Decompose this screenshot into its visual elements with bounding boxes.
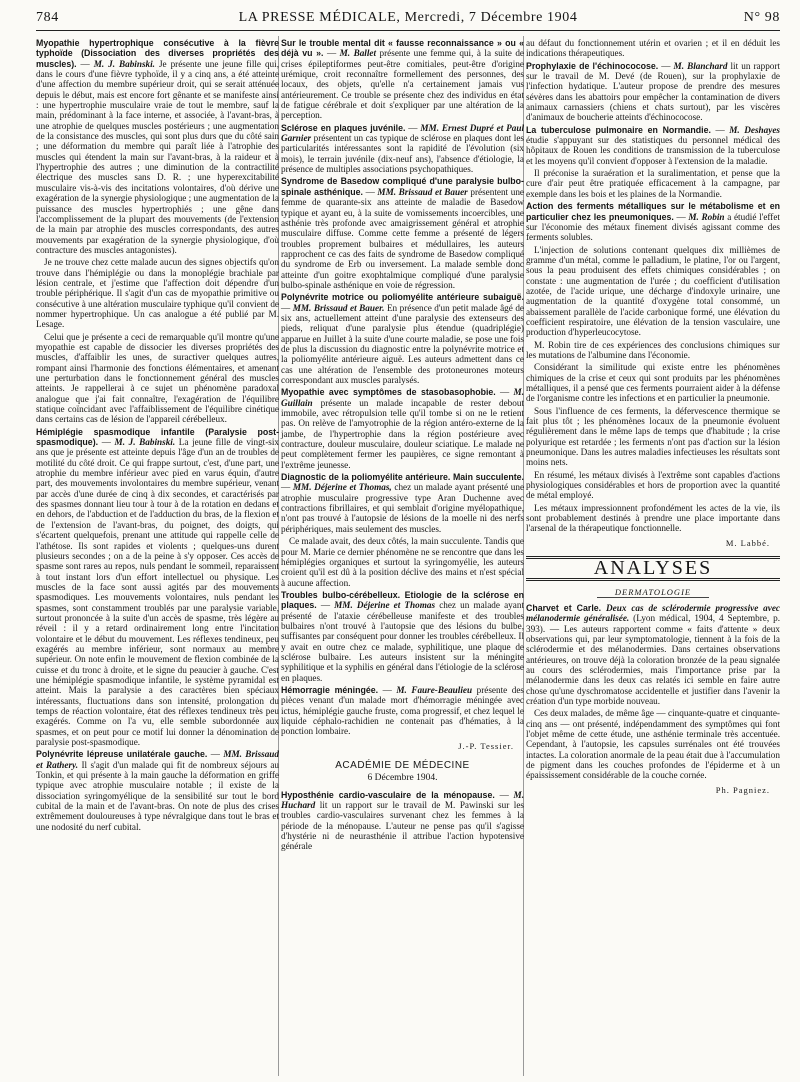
paragraph-text: lit un rapport sur le travail de M. Devé (de Rouen), sur la prophylaxie de l'infection hydatique. L'auteur propose de prendre des mesures sévères dans les abattoirs pour empêcher la contamination de divers animaux carnassiers (chiens et chats surtout), par les viscères d'animaux de boucherie atteints d'échinococose. bbox=[526, 60, 781, 123]
author: M. Huchard bbox=[281, 789, 525, 811]
paragraph-text: Les auteurs rapportent comme « faits d'attente » deux observations qui, par leur symptomatologie, tiennent à la fois de la sclérodermie et des mélanodermies. Dans certaines observations antérieures, on trouve déjà la coloration bronzée de la peau signalée au cours des sclérodermies, mais l'importance prise par la mélanodermie dans les deux cas relatés ici semble en faire autre chose qu'une dyschromatose accidentelle et justifier dans l'avenir la création d'un type morbide nouveau. bbox=[526, 623, 780, 706]
paragraph-text: présente une femme qui, à la suite de crises épileptiformes peut-être comitiales, peut-être d'origine urémique, croit reconnaître formellement des personnes, des locaux, des objets, qu'elle n'a certainement jamais vus antérieurement. Ce trouble se présente chez des individus en état de fatigue cérébrale et doit s'expliquer par une altération de la perception. bbox=[281, 48, 525, 121]
column-3 bbox=[526, 36, 780, 801]
paragraph-text: lit un rapport sur le travail de M. Pawinski sur les troubles cardio-vasculaires survenant chez les femmes à la période de la ménopause. L'auteur ne pense pas qu'il s'agisse d'hystérie ni de neurasthénie il attribue l'action hypotensive générale bbox=[281, 800, 524, 852]
paragraph: Considérant la similitude qui existe entre les phénomènes chimiques de la crise et ceux qui sont produits par les phénomènes métalliques, il a pensé que ces ferments pourraient aider à la défense de l'organisme contre les infections et en particulier la pneumonie. bbox=[526, 362, 780, 404]
page-header bbox=[36, 6, 780, 31]
paragraph: Action des ferments métalliques sur le métabolisme et en particulier chez les pneumoniques. — M. Robin a étudié l'effet sur l'économie des métaux finement divisés agissant comme des ferments solubles. bbox=[526, 201, 780, 243]
section-heading: Hyposthénie cardio-vasculaire de la ménopause. bbox=[281, 789, 495, 800]
paragraph-text: chez un malade ayant présenté une atrophie musculaire progressive type Aran Duchenne avec contractions fibrillaires, et qui semblait d'origine myélopathique, n'ont pas trouvé à l'autopsie de lésions de la moelle ni des nerfs périphériques, mais seulement des muscles. bbox=[281, 482, 525, 534]
author: M. Guillain bbox=[281, 387, 524, 408]
academy-date: 6 Décembre 1904. bbox=[367, 773, 438, 784]
paragraph-text: étudie s'appuyant sur des statistiques du personnel médical des hôpitaux de Rouen les conditions de transmission de la tuberculose et les moyens qu'il convient d'opposer à l'extension de la maladie. bbox=[526, 135, 780, 166]
paragraph: Celui que je présente a ceci de remarquable qu'il montre qu'une myopathie est capable de dissocier les diverses propriétés des muscles, d'affaiblir les unes, de suractiver quelques autres, rompant ainsi l'harmonie des fonctions élémentaires, et amenant une perturbation dans le fonctionnement général des muscles atteints. Je rappellerai à ce sujet un phénomène paradoxal analogue que j'ai fait connaître, l'exagération de l'équilibre statique coïncidant avec l'affaiblissement de l'équilibre cinétique dans certains cas de lésion de l'appareil cérébelleux. bbox=[36, 331, 279, 425]
paragraph: L'injection de solutions contenant quelques dix millièmes de gramme d'un métal, comme le palladium, le platine, l'or ou l'argent, sous la peau produisent des effets chimiques considérables ; on constate : une augmentation de l'urée ; du coefficient d'utilisation azotée, de l'acide urique, une décharge d'indoxyle urinaire, une augmentation de la quantité d'oxygène total consommé, un abaissement parallèle de l'acide carbonique formé, une élévation du coefficient respiratoire, une élévation de la tension vasculaire, une production d'hyperleucocytose. bbox=[526, 244, 780, 338]
paragraph: Sclérose en plaques juvénile. — MM. Ernest Dupré et Paul Garnier présentent un cas typique de sclérose en plaques dont les particularités intéressantes sont la rapidité de l'évolution (six mois), le terrain juvénile (dix-neuf ans), l'absence d'étiologie, la présence de multiples associations psychopathiques. bbox=[281, 122, 524, 175]
citation: (Lyon médical, 1904, 4 Septembre, p. 393). bbox=[526, 613, 780, 634]
paragraph: Il préconise la suraération et la suralimentation, et pense que la cure d'air peut être pratiquée efficacement à la campagne, par exemple dans les bois et les plaines de la Normandie. bbox=[526, 168, 780, 199]
section-heading: La tuberculose pulmonaire en Normandie. bbox=[526, 124, 711, 135]
author: M. J. Babinski. bbox=[114, 437, 176, 448]
author: MM. Déjerine et Thomas bbox=[334, 600, 436, 611]
page-number: 784 bbox=[36, 10, 59, 25]
analyses-heading: ANALYSES bbox=[526, 556, 780, 580]
author: M. Ballet bbox=[339, 48, 377, 59]
paragraph: Les métaux impressionnent profondément les actes de la vie, ils sont probablement destinés à prendre une place importante dans l'arsenal de la thérapeutique fonctionnelle. bbox=[526, 502, 780, 534]
author: MM. Brissaud et Bauer. bbox=[292, 302, 385, 313]
paragraph-text: Je présente une jeune fille qui, dans le cours d'une fièvre typhoïde, il y a cinq ans, a été atteinte d'une affection du membre supérieur droit, qui se serait atténuée depuis le début, mais est encore fort gênante et se manifeste ainsi : une hypertrophie musculaire vraie de tout le membre, sauf la main, prédominant à la face interne, et associée, à l'avant-bras, à une atrophie de quelques muscles postérieurs ; une augmentation de la consistance des muscles, qui sont plus durs que du côté sain ; une déformation du membre qui paraît liée à l'atrophie des muscles qui étendent la main sur l'avant-bras, à la raideur et à l'hypertrophie des autres ; une diminution de la contractilité électrique des muscles sans D. R. ; une hyperexcitabilité musculaire vis-à-vis des incitations volontaires, d'où dérive une exagération de la synergie physiologique ; une augmentation de la puissance des muscles hypertrophiés ; une gêne dans l'accomplissement de la plupart des mouvements (de l'extension de la main par atrophie des muscles correspondants, des autres mouvements par exagération de la synergie physiologique, d'où contracture des muscles antagonistes). bbox=[36, 58, 280, 255]
signature: Ph. Pagniez. bbox=[715, 784, 770, 795]
author: M. Faure-Beaulieu bbox=[396, 684, 473, 695]
section-heading: Prophylaxie de l'échinococose. bbox=[526, 60, 659, 71]
section-heading: Polynévrite motrice ou poliomyélite antérieure subaiguë. bbox=[281, 292, 524, 303]
section-heading: Hémorragie méningée. bbox=[281, 684, 379, 695]
signature: M. Labbé. bbox=[725, 537, 770, 548]
author: MM. Brissaud et Rathery. bbox=[36, 749, 280, 770]
paragraph-text: présente un malade incapable de rester debout immobile, avec rétropulsion telle qu'il tombe si on ne le retient pas. On relève de l'amyotrophie de la région antéro-externe de la jambe, de l'hypertrophie dans la région postérieure avec contracture, douleur musculaire, douleur sciatique. Le malade ne peut complètement fermer les paupières, ce signe remontant à l'extrême jeunesse. bbox=[281, 397, 524, 470]
section-heading: Diagnostic de la poliomyélite antérieure. Main succulente. bbox=[281, 472, 524, 483]
paragraph-text: a étudié l'effet sur l'économie des métaux finement divisés agissant comme des ferments solubles. bbox=[526, 211, 780, 243]
author: MM. Déjerine et Thomas, bbox=[292, 482, 392, 493]
column-1 bbox=[36, 36, 279, 834]
section-heading: Sclérose en plaques juvénile. bbox=[281, 122, 406, 133]
paragraph: Myopathie avec symptômes de stasobasophobie. — M. Guillain présente un malade incapable de rester debout immobile, avec rétropulsion telle qu'il tombe si on ne le retient pas. On relève de l'amyotrophie de la région antéro-externe de la jambe, de l'hypertrophie dans la région postérieure avec contracture, douleur musculaire, douleur sciatique. Le malade ne peut complètement fermer les paupières, ce signe remontant à l'extrême jeunesse. bbox=[281, 387, 524, 470]
paragraph: Troubles bulbo-cérébelleux. Etiologie de la sclérose en plaques. — MM. Déjerine et Thomas chez un malade ayant présenté de l'ataxie cérébelleuse manifeste et des troubles bulbaires n'ont trouvé à l'autopsie que des lésions du bulbe, suffisantes par conséquent pour donner les troubles cérébelleux. Il y avait en outre chez ce malade, syphilitique, une plaque de sclérose bulbaire. Les auteurs insistent sur la méningite syphilitique et la syphilis en général dans l'étiologie de la sclérose en plaques. bbox=[281, 589, 524, 683]
paragraph: La tuberculose pulmonaire en Normandie. — M. Deshayes étudie s'appuyant sur des statistiques du personnel médical des hôpitaux de Rouen les conditions de transmission de la tuberculose et les moyens qu'il convient d'opposer à l'extension de la maladie. bbox=[526, 124, 780, 166]
paragraph: Charvet et Carle. Deux cas de sclérodermie progressive avec mélanodermie généralisée. (Lyon médical, 1904, 4 Septembre, p. 393). — Les auteurs rapportent comme « faits d'attente » deux observations qui, par leur symptomatologie, tiennent à la fois de la sclérodermie et des mélanodermies. Dans certaines observations antérieures, on trouve déjà la coloration bronzée de la peau signalée au cours des sclérodermies, mais l'importance prise par la mélanodermie dans les deux cas relatés ici semble en faire autre chose qu'une dyschromatose accidentelle et justifier dans l'avenir la création d'un type morbide nouveau. bbox=[526, 602, 781, 706]
journal-title: LA PRESSE MÉDICALE, Mercredi, 7 Décembre 1904 bbox=[238, 10, 578, 25]
paragraph: Polynévrite lépreuse unilatérale gauche. — MM. Brissaud et Rathery. Il s'agit d'un malade qui fit de nombreux séjours au Tonkin, et qui présente à la main gauche la déformation en griffe typique avec atrophie musculaire notable ; il existe de la dissociation syringomyélique de la sensibilité sur tout le bord cubital de la main et de l'avant-bras. On note de plus des crises extrêmement douloureuses à type névralgique dans tout le bras et une nodosité du nerf cubital. bbox=[36, 749, 280, 832]
section-heading: Sur le trouble mental dit « fausse reconnaissance » ou « déjà vu ». bbox=[281, 38, 524, 59]
paragraph-text: chez un malade ayant présenté de l'ataxie cérébelleuse manifeste et des troubles bulbaires n'ont trouvé à l'autopsie que des lésions du bulbe, suffisantes par conséquent pour donner les troubles cérébelleux. Il y avait en outre chez ce malade, syphilitique, une plaque de sclérose bulbaire. Les auteurs insistent sur la méningite syphilitique et la syphilis en général dans l'étiologie de la sclérose en plaques. bbox=[281, 600, 524, 683]
paragraph: au défaut du fonctionnement utérin et ovarien ; et il en déduit les indications thérapeutiques. bbox=[526, 38, 780, 59]
paragraph: Je ne trouve chez cette malade aucun des signes objectifs qu'on trouve dans l'hémiplégie ou dans la monoplégie brachiale par lésion centrale, et j'estime que l'affection doit dépendre d'un trouble périphérique. Il s'agit d'un cas de myopathie primitive ou consécutive à une altération musculaire typhique qu'il convient de nommer hypertrophique. Un cas analogue a été publié par M. Lesage. bbox=[36, 257, 279, 330]
section-heading: Troubles bulbo-cérébelleux. Etiologie de la sclérose en plaques. bbox=[281, 589, 524, 611]
section-heading: Charvet et Carle. bbox=[526, 602, 602, 613]
article-title: Deux cas de sclérodermie progressive avec mélanodermie généralisée. bbox=[526, 602, 781, 624]
paragraph-text: En présence d'un petit malade âgé de six ans, actuellement atteint d'une paralysie des extenseurs des pieds, reliquat d'une paralysie plus étendue (quadriplégie) apparue en Juillet à la suite d'une courte maladie, se pose une fois de plus la discussion du diagnostic entre la polynévrite motrice et la poliomyélite antérieure aiguë. Les auteurs admettent dans ce cas une altération de l'ensemble des protoneurones moteurs correspondant aux muscles paralysés. bbox=[281, 302, 524, 385]
paragraph: Sous l'influence de ces ferments, la défervescence thermique se fait plus tôt ; les phénomènes locaux de la pneumonie évoluent régulièrement dans le même laps de temps que d'habitude ; la crise polyurique est retardée ; les ferments n'ont pas d'action sur la lésion pneumonique. Dans les autres maladies infectieuses les résultats sont moins nets. bbox=[526, 405, 780, 468]
paragraph-text: La jeune fille de vingt-six ans que je présente est atteinte depuis l'âge d'un an de troubles de motilité du côté droit. Ce qui frappe surtout, c'est, d'une part, une atrophie du membre inférieur avec pied en varus équin, d'autre part, des mouvements involontaires du membre supérieur, venant par accès d'une durée de cinq à dix secondes, et caractérisés par des spasmes donnant lieu tour à tour à de la rotation en dedans et en dehors, de l'abduction et de l'adduction du bras, de la flexion et de l'extension de l'avant-bras, du poignet, des doigts, qui s'écartent quelquefois, prenant une attitude qui rappelle celle de l'athétose. Ils sont rapides et violents ; quelques-uns durent plusieurs secondes ; on a de la peine à s'y opposer. Ces accès de spasme sont rares au repos, nuls pendant le sommeil, reparaissent à tout instant lors d'un effort intellectuel ou physique. Les muscles de la face sont aussi agités par des mouvements spasmodiques. Les mouvements volontaires, nuls pendant les spasmes, sont constamment troublés par une paralysie variable, surtout prononcée à la suite d'un accès de spasme, très légère au réveil : il y a retard ordinairement long entre l'incitation volontaire et le début du mouvement. Les réflexes tendineux, peu exagérés au membre inférieur, sont normaux au membre supérieur. On note enfin le mouvement de flexion combinée de la cuisse et du tronc à droite, et le signe du peaucier à gauche. C'est une hémiplégie spasmodique infantile, le système pyramidal est atteint. Mais la paralysie a des caractères bien spéciaux intéressants, fluctuations dans son intensité, prolongation du temps de réaction volontaire, état des réflexes tendineux très peu exagérés. Comme on l'a vu, elle semble subordonnée aux spasmes, et on peut pour ce motif lui donner la dénomination de paralysie post-spasmodique. bbox=[36, 437, 280, 748]
paragraph: Diagnostic de la poliomyélite antérieure. Main succulente. — MM. Déjerine et Thomas, chez un malade ayant présenté une atrophie musculaire progressive type Aran Duchenne avec contractions fibrillaires, et qui semblait d'origine myélopathique, n'ont pas trouvé à l'autopsie de lésions de la moelle ni des nerfs périphériques, mais seulement des muscles. bbox=[281, 472, 525, 534]
section-heading: Myopathie avec symptômes de stasobasophobie. bbox=[281, 387, 496, 398]
author: MM. Ernest Dupré et Paul Garnier bbox=[281, 122, 524, 144]
author: M. Deshayes bbox=[729, 124, 780, 135]
paragraph: Hyposthénie cardio-vasculaire de la ménopause. — M. Huchard lit un rapport sur le travail de M. Pawinski sur les troubles cardio-vasculaires survenant chez les femmes à la période de la ménopause. L'auteur ne pense pas qu'il s'agisse d'hystérie ni de neurasthénie il attribue l'action hypotensive générale bbox=[281, 789, 525, 852]
section-heading: Polynévrite lépreuse unilatérale gauche. bbox=[36, 749, 208, 760]
author: M. J. Babinski. bbox=[93, 58, 155, 69]
paragraph: Syndrome de Basedow compliqué d'une paralysie bulbo-spinale asthénique. — MM. Brissaud et Bauer présentent une femme de quarante-six ans atteinte de maladie de Basedow typique et ayant eu, à la suite de vomissements incoercibles, une asthénie très profonde avec amaigrissement général et atrophie musculaire diffuse. Comme cette femme a présenté de légers troubles proprement bulbaires et médullaires, les auteurs rapprochent ce cas des faits de syndrome de Basedow compliqué du syndrome de Erb ou inversement. La malade semble donc atteinte d'un goitre exophtalmique compliqué d'une paralysie bulbo-spinale asthénique en voie de régression. bbox=[281, 176, 525, 290]
paragraph: Prophylaxie de l'échinococose. — M. Blanchard lit un rapport sur le travail de M. Devé (de Rouen), sur la prophylaxie de l'infection hydatique. L'auteur propose de prendre des mesures sévères dans les abattoirs pour empêcher la contamination de divers animaux carnassiers (chiens et chats surtout), par les viscères d'animaux de boucherie atteints d'échinococose. bbox=[526, 60, 781, 123]
section-label bbox=[526, 587, 780, 597]
paragraph: Hémiplégie spasmodique infantile (Paralysie post-spasmodique). — M. J. Babinski. La jeune fille de vingt-six ans que je présente est atteinte depuis l'âge d'un an de troubles de motilité du côté droit. Ce qui frappe surtout, c'est, d'une part, une atrophie du membre inférieur avec pied en varus équin, d'autre part, des mouvements involontaires du membre supérieur, venant par accès d'une durée de cinq à dix secondes, et caractérisés par des spasmes donnant lieu tour à tour à de la rotation en dedans et en dehors, de l'abduction et de l'adduction du bras, de la flexion et de l'extension de l'avant-bras, du poignet, des doigts, qui s'écartent quelquefois, prenant une attitude qui rappelle celle de l'athétose. Ils sont rapides et violents ; quelques-uns durent plusieurs secondes ; on a de la peine à s'y opposer. Ces accès de spasme sont rares au repos, nuls pendant le sommeil, reparaissent à tout instant lors d'un effort intellectuel ou physique. Les muscles de la face sont aussi agités par des mouvements spasmodiques. Les mouvements volontaires, nuls pendant les spasmes, sont constamment troublés par une paralysie variable, surtout prononcée à la suite d'un accès de spasme, très légère au réveil : il y a retard ordinairement long entre l'incitation volontaire et le début du mouvement. Les réflexes tendineux, peu exagérés au membre inférieur, sont normaux au membre supérieur. On note enfin le mouvement de flexion combinée de la cuisse et du tronc à droite, et le signe du peaucier à gauche. C'est une hémiplégie spasmodique infantile, le système pyramidal est atteint. Mais la paralysie a des caractères bien spéciaux intéressants, fluctuations dans son intensité, prolongation du temps de réaction volontaire, état des réflexes tendineux très peu exagérés. Comme on l'a vu, elle semble subordonnée aux spasmes, et on peut pour ce motif lui donner la dénomination de paralysie post-spasmodique. bbox=[36, 426, 280, 748]
paragraph: Sur le trouble mental dit « fausse reconnaissance » ou « déjà vu ». — M. Ballet présente une femme qui, à la suite de crises épileptiformes peut-être comitiales, peut-être d'origine urémique, croit reconnaître formellement des personnes, des locaux, des objets, qu'elle n'a certainement jamais vus antérieurement. Ce trouble se présente chez des individus en état de fatigue cérébrale et doit s'expliquer par une altération de la perception. bbox=[281, 38, 525, 121]
author: M. Blanchard bbox=[673, 60, 728, 71]
paragraph: Ce malade avait, des deux côtés, la main succulente. Tandis que pour M. Marie ce dernier phénomène ne se rencontre que dans les hémiplégies organiques et surtout la syringomyélie, les auteurs croient qu'il est dû à la position déclive des mains et n'est spécial à aucune affection. bbox=[281, 536, 524, 588]
author: M. Robin bbox=[688, 211, 725, 222]
paragraph-text: Il s'agit d'un malade qui fit de nombreux séjours au Tonkin, et qui présente à la main gauche la déformation en griffe typique avec atrophie musculaire notable ; il existe de la dissociation syringomyélique de la sensibilité sur tout le bord cubital de la main et de l'avant-bras. On note de plus des crises extrêmement douloureuses à type névralgique dans tout le bras et une nodosité du nerf cubital. bbox=[36, 759, 280, 832]
paragraph: En résumé, les métaux divisés à l'extrême sont capables d'actions physiologiques considérables et hors de proportion avec la quantité de métal employé. bbox=[526, 469, 780, 501]
paragraph-text: présentent un cas typique de sclérose en plaques dont les particularités intéressantes sont la rapidité de l'évolution (six mois), le terrain juvénile (dix-neuf ans), l'absence d'étiologie, la présence de multiples associations psychopathiques. bbox=[281, 133, 524, 175]
author: MM. Brissaud et Bauer bbox=[377, 186, 468, 197]
paragraph-text: présentent une femme de quarante-six ans atteinte de maladie de Basedow typique et ayant eu, à la suite de vomissements incoercibles, une asthénie très profonde avec amaigrissement général et atrophie musculaire diffuse. Comme cette femme a présenté de légers troubles proprement bulbaires et médullaires, les auteurs rapprochent ce cas des faits de syndrome de Basedow compliqué du syndrome de Erb ou inversement. La malade semble donc atteinte d'un goitre exophtalmique compliqué d'une paralysie bulbo-spinale asthénique en voie de régression. bbox=[281, 186, 525, 290]
paragraph: M. Robin tire de ces expériences des conclusions chimiques sur les mutations de l'albumine dans l'économie. bbox=[526, 339, 780, 360]
section-heading: Action des ferments métalliques sur le métabolisme et en particulier chez les pneumoniques. bbox=[526, 201, 780, 222]
column-2 bbox=[281, 36, 524, 854]
signature: J.-P. Tessier. bbox=[458, 740, 514, 751]
issue-number: N° 98 bbox=[743, 10, 780, 25]
paragraph-text: présente des pièces venant d'un malade mort d'hémorragie méningée avec ictus, hémiplégie gauche fruste, coma progressif, et chez lequel le liquide céphalo-rachidien ne contenait pas d'hématies, à la ponction lombaire. bbox=[281, 684, 524, 737]
section-label-text: DERMATOLOGIE bbox=[597, 587, 709, 598]
paragraph: Ces deux malades, de même âge — cinquante-quatre et cinquante-cinq ans — ont présenté, indépendamment des symptômes qui font l'objet même de cette étude, une asthénie terminale très accentuée. Cependant, à l'autopsie, les capsules surrénales ont été trouvées intactes. La coloration anormale de la peau était due à l'accumulation de pigment dans les couches profondes de l'épiderme et à un épaississement considérable de la couche cornée. bbox=[526, 708, 780, 781]
academy-heading: ACADÉMIE DE MÉDECINE bbox=[335, 760, 470, 772]
paragraph: Hémorragie méningée. — M. Faure-Beaulieu présente des pièces venant d'un malade mort d'hémorragie méningée avec ictus, hémiplégie gauche fruste, coma progressif, et chez lequel le liquide céphalo-rachidien ne contenait pas d'hématies, à la ponction lombaire. bbox=[281, 684, 524, 737]
paragraph: Polynévrite motrice ou poliomyélite antérieure subaiguë. — MM. Brissaud et Bauer. En présence d'un petit malade âgé de six ans, actuellement atteint d'une paralysie des extenseurs des pieds, reliquat d'une paralysie plus étendue (quadriplégie) apparue en Juillet à la suite d'une courte maladie, se pose une fois de plus la discussion du diagnostic entre la polynévrite motrice et la poliomyélite antérieure aiguë. Les auteurs admettent dans ce cas une altération de l'ensemble des protoneurones moteurs correspondant aux muscles paralysés. bbox=[281, 292, 524, 385]
section-heading: Syndrome de Basedow compliqué d'une paralysie bulbo-spinale asthénique. bbox=[281, 176, 524, 197]
section-heading: Myopathie hypertrophique consécutive à la fièvre typhoïde (Dissociation des diverses propriétés des muscles). bbox=[36, 38, 279, 69]
paragraph: Myopathie hypertrophique consécutive à la fièvre typhoïde (Dissociation des diverses propriétés des muscles). — M. J. Babinski. Je présente une jeune fille qui, dans le cours d'une fièvre typhoïde, il y a cinq ans, a été atteinte d'une affection du membre supérieur droit, qui se serait atténuée depuis le début, mais est encore fort gênante et se manifeste ainsi : une hypertrophie musculaire vraie de tout le membre, sauf la main, prédominant à la face interne, et associée, à l'avant-bras, à une atrophie de quelques muscles postérieurs ; une augmentation de la consistance des muscles, qui sont plus durs que du côté sain ; une déformation du membre qui paraît liée à l'atrophie des muscles qui étendent la main sur l'avant-bras, à la raideur et à l'hypertrophie des autres ; une diminution de la contractilité électrique des muscles sans D. R. ; une hyperexcitabilité musculaire vis-à-vis des incitations volontaires, d'où dérive une exagération de la synergie physiologique ; une augmentation de la puissance des muscles hypertrophiés ; une gêne dans l'accomplissement de la plupart des mouvements (de l'extension de la main par atrophie des muscles correspondants, des autres mouvements par exagération de la synergie physiologique, d'où contracture des muscles antagonistes). bbox=[36, 38, 280, 255]
section-heading: Hémiplégie spasmodique infantile (Paralysie post-spasmodique). bbox=[36, 426, 279, 448]
